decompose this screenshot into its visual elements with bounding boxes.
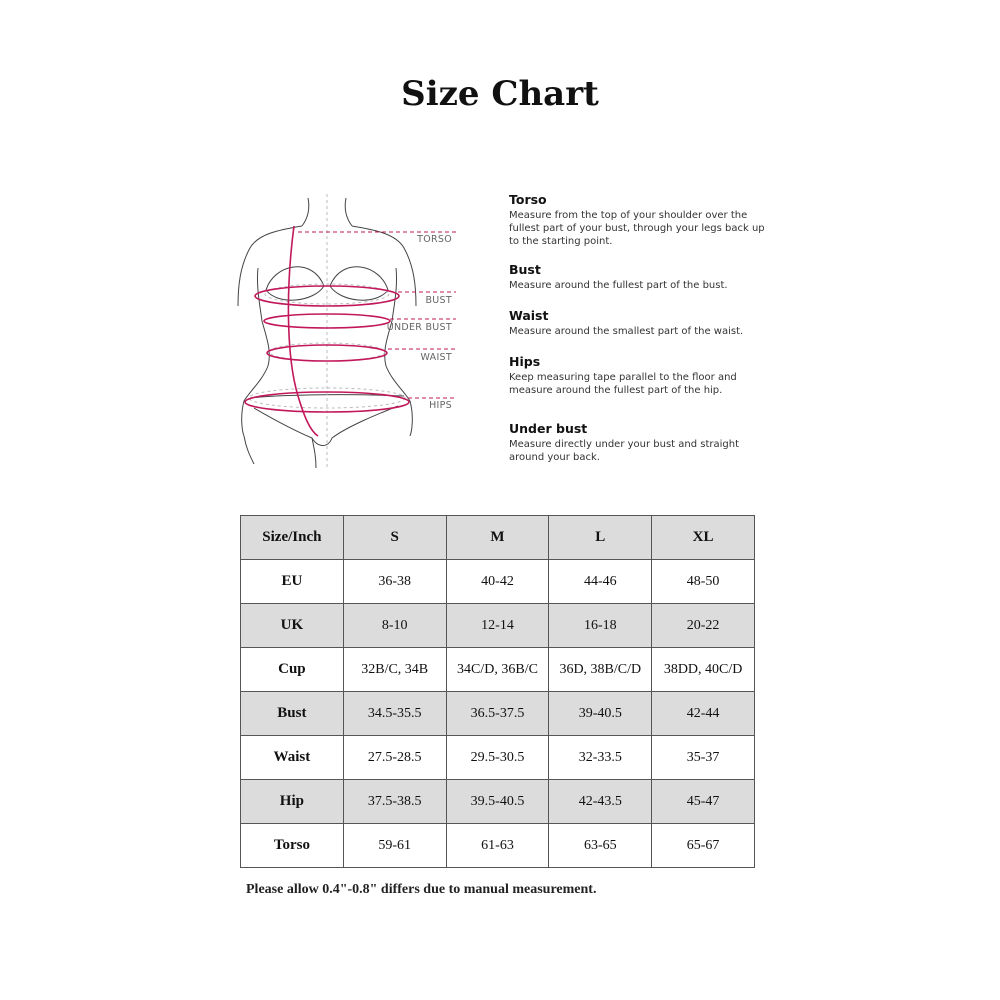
table-cell: 35-37 bbox=[652, 736, 755, 780]
table-row bbox=[241, 824, 755, 868]
underbust-label: UNDER BUST bbox=[386, 322, 452, 333]
guide-text: Measure around the fullest part of the bust. bbox=[509, 280, 728, 291]
guide-text: Measure around the smallest part of the waist. bbox=[509, 326, 744, 337]
guide-item-torso bbox=[509, 192, 769, 248]
body-illustration bbox=[228, 186, 468, 476]
column-header: S bbox=[343, 516, 446, 560]
table-row bbox=[241, 692, 755, 736]
table-cell: 48-50 bbox=[652, 560, 755, 604]
row-label: Cup bbox=[241, 648, 344, 692]
table-cell: 27.5-28.5 bbox=[343, 736, 446, 780]
body-measurement-figure bbox=[228, 186, 468, 476]
guide-text: Keep measuring tape parallel to the floor and measure around the fullest part of the hip. bbox=[509, 372, 737, 396]
guide-text: Measure directly under your bust and straight around your back. bbox=[509, 439, 740, 463]
table-cell: 39.5-40.5 bbox=[446, 780, 549, 824]
row-label: EU bbox=[241, 560, 344, 604]
guide-heading: Waist bbox=[509, 308, 549, 323]
column-header: XL bbox=[652, 516, 755, 560]
guide-heading: Torso bbox=[509, 192, 547, 207]
guide-heading: Bust bbox=[509, 262, 541, 277]
row-label: Waist bbox=[241, 736, 344, 780]
neck-right-outline bbox=[345, 198, 352, 226]
table-cell: 16-18 bbox=[549, 604, 652, 648]
guide-item-waist bbox=[509, 308, 769, 338]
table-cell: 38DD, 40C/D bbox=[652, 648, 755, 692]
guide-heading: Under bust bbox=[509, 421, 588, 436]
table-cell: 34.5-35.5 bbox=[343, 692, 446, 736]
guide-heading: Hips bbox=[509, 354, 541, 369]
table-cell: 65-67 bbox=[652, 824, 755, 868]
table-cell: 61-63 bbox=[446, 824, 549, 868]
table-row bbox=[241, 736, 755, 780]
page-title: Size Chart bbox=[401, 74, 599, 114]
table-cell: 36-38 bbox=[343, 560, 446, 604]
table-cell: 40-42 bbox=[446, 560, 549, 604]
guide-text: Measure from the top of your shoulder over the fullest part of your bust, through your legs back up to the starting point. bbox=[509, 210, 765, 247]
guide-item-hips bbox=[509, 354, 769, 397]
table-cell: 12-14 bbox=[446, 604, 549, 648]
column-header: Size/Inch bbox=[241, 516, 344, 560]
table-cell: 63-65 bbox=[549, 824, 652, 868]
left-cup-outline bbox=[266, 267, 324, 300]
row-label: Torso bbox=[241, 824, 344, 868]
table-row bbox=[241, 560, 755, 604]
table-cell: 37.5-38.5 bbox=[343, 780, 446, 824]
torso-right-outline bbox=[385, 321, 413, 436]
table-cell: 59-61 bbox=[343, 824, 446, 868]
table-cell: 42-44 bbox=[652, 692, 755, 736]
table-header-row bbox=[241, 516, 755, 560]
table-cell: 45-47 bbox=[652, 780, 755, 824]
table-cell: 44-46 bbox=[549, 560, 652, 604]
neck-left-outline bbox=[302, 198, 309, 226]
measurement-note: Please allow 0.4"-0.8" differs due to manual measurement. bbox=[246, 882, 597, 897]
size-table bbox=[240, 515, 755, 868]
guide-item-bust bbox=[509, 262, 769, 292]
table-row bbox=[241, 780, 755, 824]
left-leg-outline bbox=[244, 436, 254, 464]
guide-item-under-bust bbox=[509, 421, 769, 464]
row-label: Hip bbox=[241, 780, 344, 824]
table-cell: 20-22 bbox=[652, 604, 755, 648]
torso-label: TORSO bbox=[417, 234, 452, 245]
bust-label: BUST bbox=[425, 295, 452, 306]
table-cell: 39-40.5 bbox=[549, 692, 652, 736]
left-arm-inner bbox=[257, 268, 262, 321]
table-cell: 36.5-37.5 bbox=[446, 692, 549, 736]
row-label: Bust bbox=[241, 692, 344, 736]
torso-left-outline bbox=[242, 321, 270, 436]
table-cell: 32-33.5 bbox=[549, 736, 652, 780]
hips-label: HIPS bbox=[429, 400, 452, 411]
table-cell: 36D, 38B/C/D bbox=[549, 648, 652, 692]
table-row bbox=[241, 604, 755, 648]
waist-label: WAIST bbox=[420, 352, 452, 363]
column-header: L bbox=[549, 516, 652, 560]
table-cell: 32B/C, 34B bbox=[343, 648, 446, 692]
right-arm-inner bbox=[392, 268, 397, 321]
table-cell: 34C/D, 36B/C bbox=[446, 648, 549, 692]
table-cell: 8-10 bbox=[343, 604, 446, 648]
table-row bbox=[241, 648, 755, 692]
right-cup-outline bbox=[330, 267, 388, 300]
table-cell: 42-43.5 bbox=[549, 780, 652, 824]
torso-measure-line bbox=[288, 226, 318, 436]
column-header: M bbox=[446, 516, 549, 560]
row-label: UK bbox=[241, 604, 344, 648]
table-cell: 29.5-30.5 bbox=[446, 736, 549, 780]
